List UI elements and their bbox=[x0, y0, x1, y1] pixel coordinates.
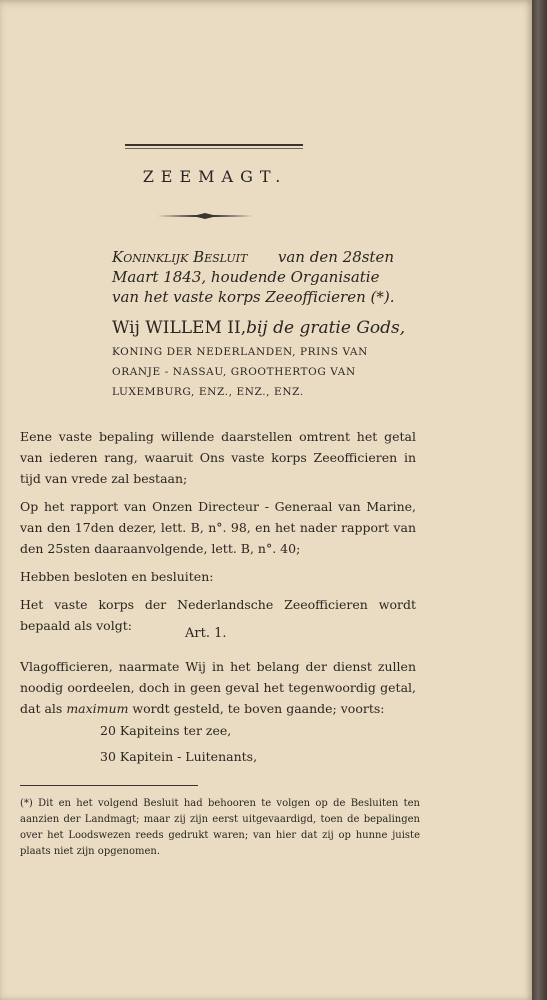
decree-heading bbox=[112, 247, 394, 307]
preamble-line-4: LUXEMBURG, ENZ., ENZ., ENZ. bbox=[112, 386, 304, 398]
paragraph-corps: Het vaste korps der Nederlandsche Zeeofficieren wordt bepaald als volgt: bbox=[20, 597, 416, 633]
list-item: 30 Kapitein - Luitenants, bbox=[100, 749, 258, 764]
royal-preamble bbox=[112, 318, 406, 398]
ornament-divider bbox=[157, 213, 253, 219]
decree-line-3: van het vaste korps Zeeofficieren (*). bbox=[112, 288, 395, 306]
page-title: ZEEMAGT. bbox=[142, 167, 288, 186]
decree-line-2: Maart 1843, houdende Organisatie bbox=[112, 268, 380, 286]
list-item: 20 Kapiteins ter zee, bbox=[100, 723, 232, 738]
paragraph-report: Op het rapport van Onzen Directeur - Generaal van Marine, van den 17den dezer, lett. B, n°. 98, en het nader rapport van den 25sten daaraanvolgende, lett. B, n°. 40; bbox=[20, 499, 416, 556]
footnote-rule bbox=[20, 785, 198, 786]
decree-date-start: van den 28sten bbox=[277, 248, 394, 266]
paragraph-resolve: Hebben besloten en besluiten: bbox=[20, 569, 214, 584]
preamble-line-1 bbox=[112, 318, 406, 338]
footnote: (*) Dit en het volgend Besluit had behooren te volgen op de Besluiten ten aanzien der Landmagt; maar zij zijn eerst uitgevaardigd, toen de bepalingen over het Loodswezen reeds gedrukt waren; van hier dat zij op hunne juiste plaats niet zijn opgenomen. bbox=[20, 798, 420, 857]
grace-formula: bij de gratie Gods, bbox=[246, 318, 406, 338]
flag-officers-text-a: Vlagofficieren, naarmate Wij in het belang der dienst zullen noodig oordeelen, doch in geen geval het tegenwoordig getal, dat als bbox=[20, 659, 416, 716]
king-name: Wij WILLEM II, bbox=[112, 318, 247, 338]
flag-officers-text-b: wordt gesteld, te boven gaande; voorts: bbox=[132, 701, 385, 716]
decree-title-smallcaps: Koninklijk Besluit bbox=[112, 248, 248, 266]
header-rule bbox=[125, 144, 303, 146]
preamble-line-2: KONING DER NEDERLANDEN, PRINS VAN bbox=[112, 346, 368, 358]
book-page-edge bbox=[532, 0, 547, 1000]
paragraph-considering: Eene vaste bepaling willende daarstellen omtrent het getal van iederen rang, waaruit Ons vaste korps Zeeofficieren in tijd van vrede zal bestaan; bbox=[20, 429, 416, 486]
maximum-term: maximum bbox=[66, 701, 129, 716]
decree-line-1 bbox=[112, 247, 394, 267]
preamble-line-3: ORANJE - NASSAU, GROOTHERTOG VAN bbox=[112, 366, 356, 378]
article-label: Art. 1. bbox=[185, 626, 227, 641]
paragraph-flag-officers bbox=[20, 656, 416, 719]
